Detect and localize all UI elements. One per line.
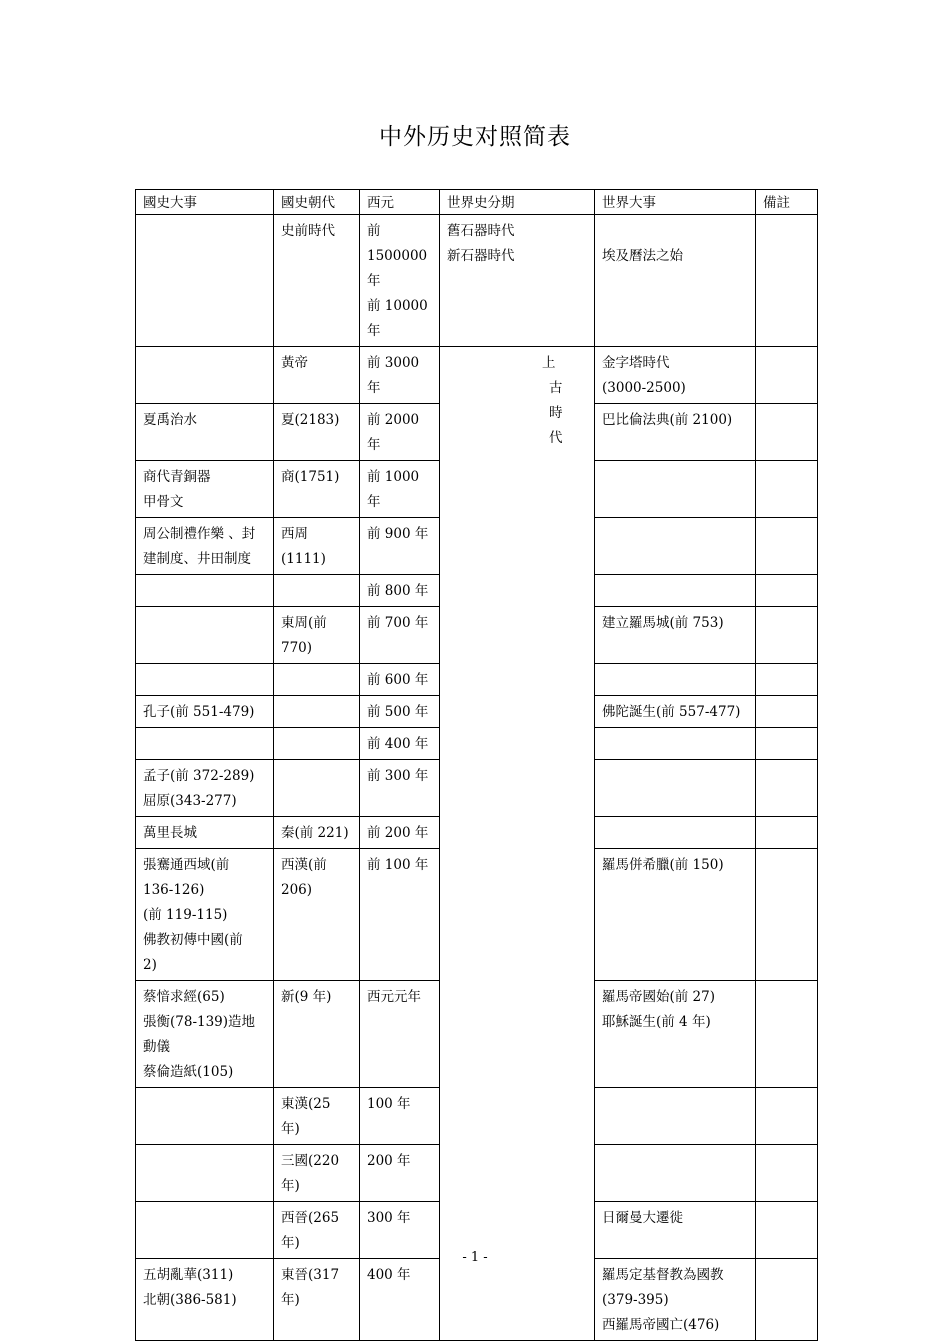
cell-guoshi (136, 347, 274, 404)
cell-beizhu (756, 518, 818, 575)
cell-chaodai: 西周 (1111) (274, 518, 360, 575)
cell-xiyuan: 前 200 年 (360, 817, 440, 849)
header-row (136, 190, 818, 215)
cell-shijie: 巴比倫法典(前 2100) (595, 404, 756, 461)
cell-shijie (595, 575, 756, 607)
cell-xiyuan: 前 3000 年 (360, 347, 440, 404)
table-row (136, 347, 818, 404)
cell-shijie: 建立羅馬城(前 753) (595, 607, 756, 664)
cell-shijie (595, 1145, 756, 1202)
cell-guoshi: 五胡亂華(311) 北朝(386-581) (136, 1259, 274, 1341)
cell-shijie (595, 760, 756, 817)
cell-chaodai: 新(9 年) (274, 981, 360, 1088)
page-title: 中外历史对照简表 (379, 124, 571, 150)
era-char: 時 (549, 405, 563, 421)
cell-era (440, 347, 595, 1341)
cell-xiyuan: 200 年 (360, 1145, 440, 1202)
cell-chaodai (274, 728, 360, 760)
cell-shijie (595, 461, 756, 518)
cell-xiyuan: 前 100 年 (360, 849, 440, 981)
era-char: 上 (542, 355, 556, 371)
cell-xiyuan: 前 500 年 (360, 696, 440, 728)
cell-chaodai: 商(1751) (274, 461, 360, 518)
cell-guoshi: 周公制禮作樂 、封 建制度、井田制度 (136, 518, 274, 575)
header-guoshi: 國史大事 (136, 190, 274, 215)
cell-guoshi (136, 1145, 274, 1202)
cell-beizhu (756, 347, 818, 404)
cell-xiyuan: 前 900 年 (360, 518, 440, 575)
page-number: - 1 - (462, 1250, 488, 1265)
cell-beizhu (756, 607, 818, 664)
cell-guoshi: 商代青銅器 甲骨文 (136, 461, 274, 518)
cell-beizhu (756, 728, 818, 760)
cell-beizhu (756, 817, 818, 849)
cell-shijie (595, 518, 756, 575)
cell-beizhu (756, 849, 818, 981)
cell-shijie (595, 728, 756, 760)
cell-beizhu (756, 215, 818, 347)
cell-shijie: 日爾曼大遷徙 (595, 1202, 756, 1259)
cell-xiyuan: 前 800 年 (360, 575, 440, 607)
cell-xiyuan: 400 年 (360, 1259, 440, 1341)
cell-chaodai: 黃帝 (274, 347, 360, 404)
cell-xiyuan: 300 年 (360, 1202, 440, 1259)
cell-shijie: 金字塔時代 (3000-2500) (595, 347, 756, 404)
cell-xiyuan: 前 400 年 (360, 728, 440, 760)
cell-chaodai: 西晉(265 年) (274, 1202, 360, 1259)
cell-guoshi (136, 728, 274, 760)
cell-chaodai (274, 664, 360, 696)
cell-chaodai (274, 575, 360, 607)
cell-shijie: 佛陀誕生(前 557-477) (595, 696, 756, 728)
cell-guoshi: 孔子(前 551-479) (136, 696, 274, 728)
cell-guoshi: 萬里長城 (136, 817, 274, 849)
cell-guoshi (136, 1088, 274, 1145)
cell-fenqi: 舊石器時代 新石器時代 (440, 215, 595, 347)
cell-shijie: 羅馬定基督教為國教 (379-395) 西羅馬帝國亡(476) (595, 1259, 756, 1341)
cell-xiyuan: 前 700 年 (360, 607, 440, 664)
cell-chaodai: 夏(2183) (274, 404, 360, 461)
cell-beizhu (756, 575, 818, 607)
cell-shijie: 羅馬併希臘(前 150) (595, 849, 756, 981)
cell-chaodai (274, 696, 360, 728)
cell-chaodai: 東晉(317 年) (274, 1259, 360, 1341)
header-xiyuan: 西元 (360, 190, 440, 215)
cell-guoshi (136, 607, 274, 664)
history-table (135, 189, 818, 1341)
cell-beizhu (756, 696, 818, 728)
cell-xiyuan: 前 2000 年 (360, 404, 440, 461)
cell-guoshi: 夏禹治水 (136, 404, 274, 461)
cell-beizhu (756, 760, 818, 817)
table-row (136, 215, 818, 347)
cell-shijie: 埃及曆法之始 (595, 215, 756, 347)
cell-chaodai: 西漢(前 206) (274, 849, 360, 981)
cell-guoshi: 蔡愔求經(65) 張衡(78-139)造地 動儀 蔡倫造紙(105) (136, 981, 274, 1088)
cell-chaodai: 三國(220 年) (274, 1145, 360, 1202)
cell-beizhu (756, 1145, 818, 1202)
cell-xiyuan: 前 1500000 年 前 10000 年 (360, 215, 440, 347)
cell-guoshi: 孟子(前 372-289) 屈原(343-277) (136, 760, 274, 817)
header-shijie: 世界大事 (595, 190, 756, 215)
cell-xiyuan: 前 300 年 (360, 760, 440, 817)
cell-shijie (595, 664, 756, 696)
cell-shijie (595, 1088, 756, 1145)
cell-beizhu (756, 404, 818, 461)
cell-guoshi (136, 215, 274, 347)
header-fenqi: 世界史分期 (440, 190, 595, 215)
cell-shijie (595, 817, 756, 849)
cell-chaodai: 史前時代 (274, 215, 360, 347)
cell-chaodai (274, 760, 360, 817)
cell-guoshi (136, 664, 274, 696)
cell-guoshi (136, 575, 274, 607)
era-char: 代 (549, 430, 563, 446)
cell-xiyuan: 100 年 (360, 1088, 440, 1145)
cell-chaodai: 東周(前 770) (274, 607, 360, 664)
header-beizhu: 備註 (756, 190, 818, 215)
cell-beizhu (756, 981, 818, 1088)
cell-xiyuan: 前 600 年 (360, 664, 440, 696)
cell-shijie: 羅馬帝國始(前 27) 耶穌誕生(前 4 年) (595, 981, 756, 1088)
cell-beizhu (756, 461, 818, 518)
era-char: 古 (549, 380, 563, 396)
cell-beizhu (756, 1088, 818, 1145)
cell-xiyuan: 西元元年 (360, 981, 440, 1088)
cell-xiyuan: 前 1000 年 (360, 461, 440, 518)
cell-chaodai: 東漢(25 年) (274, 1088, 360, 1145)
cell-beizhu (756, 1259, 818, 1341)
cell-beizhu (756, 664, 818, 696)
cell-chaodai: 秦(前 221) (274, 817, 360, 849)
cell-guoshi: 張騫通西域(前 136-126) (前 119-115) 佛教初傳中國(前 2) (136, 849, 274, 981)
header-chaodai: 國史朝代 (274, 190, 360, 215)
